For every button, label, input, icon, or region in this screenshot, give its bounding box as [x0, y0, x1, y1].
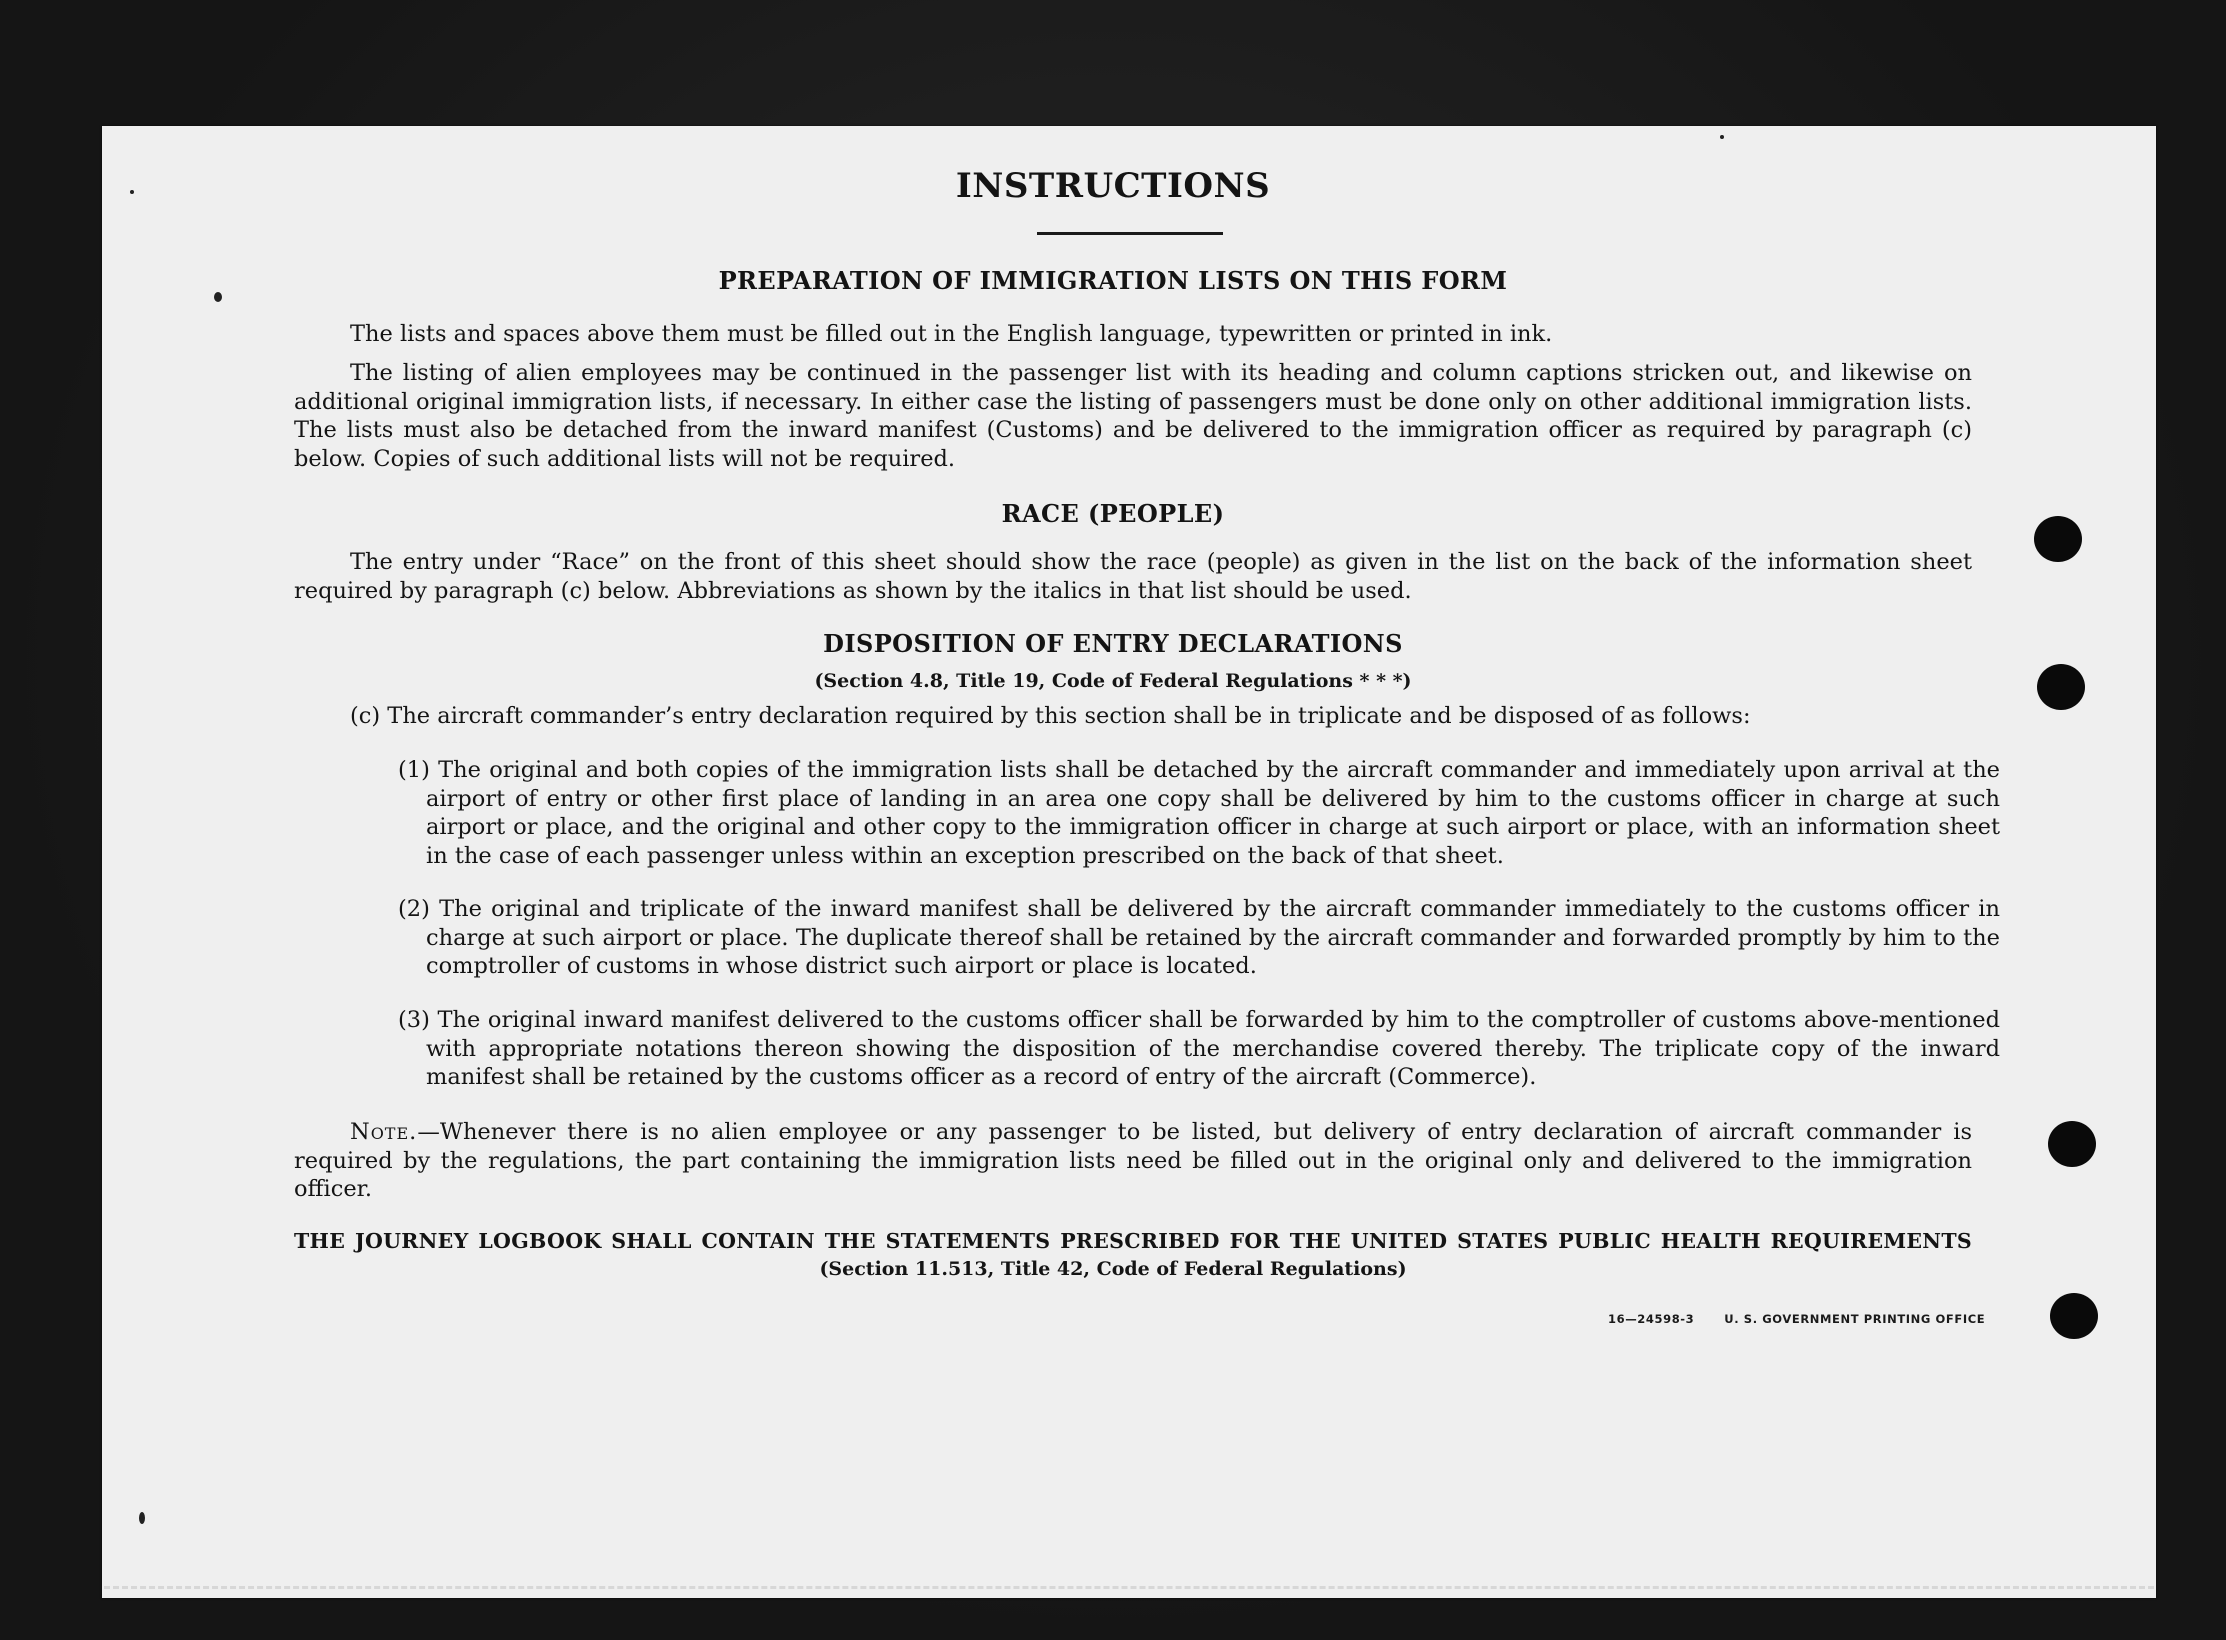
form-number: 16—24598-3 — [1608, 1312, 1695, 1326]
item-text: The original inward manifest delivered to the customs officer shall be forwarded by him to the comptroller of customs above-mentioned with appropriate notations thereon showing the disposition of the merchandise covered thereby. The triplicate copy of the inward manifest shall be retained by the customs officer as a record of entry of the aircraft (Commerce). — [426, 1007, 2001, 1090]
note-text: —Whenever there is no alien employee or any passenger to be listed, but delivery of entry declaration of aircraft commander is required by the regulations, the part containing the immigration lists need be filled out in the original only and delivered to the immigration officer. — [294, 1119, 1972, 1202]
race-heading: RACE (PEOPLE) — [1001, 499, 1225, 528]
item-number: (1) — [398, 757, 430, 783]
preparation-heading: PREPARATION OF IMMIGRATION LISTS ON THIS FORM — [718, 266, 1508, 295]
item-number: (3) — [398, 1007, 430, 1033]
disposition-item-2 — [398, 895, 2000, 981]
scan-speck — [1720, 135, 1724, 139]
disposition-subheading: (Section 4.8, Title 19, Code of Federal Regulations * * *) — [814, 670, 1412, 692]
binder-hole — [2050, 1293, 2098, 1339]
note-label: Note. — [350, 1119, 418, 1145]
preparation-paragraph-2: The listing of alien employees may be continued in the passenger list with its heading and column captions stricken out, and likewise on additional original immigration lists, if necessary. In either case the listing of passengers must be done only on other additional immigration lists. The lists must also be detached from the inward manifest (Customs) and be delivered to the immigration officer as required by paragraph (c) below. Copies of such additional lists will not be required. — [294, 360, 1972, 472]
perforation-line — [104, 1586, 2154, 1589]
disposition-item-1 — [398, 756, 2000, 870]
page-title: INSTRUCTIONS — [955, 166, 1271, 206]
binder-hole — [2048, 1121, 2096, 1167]
disposition-heading: DISPOSITION OF ENTRY DECLARATIONS — [823, 629, 1403, 658]
disposition-intro: (c) The aircraft commander’s entry declaration required by this section shall be in triplicate and be disposed of as follows: — [350, 703, 1751, 729]
printer-name: U. S. GOVERNMENT PRINTING OFFICE — [1724, 1312, 1986, 1326]
note-paragraph — [294, 1118, 1972, 1204]
print-code — [1608, 1312, 2015, 1326]
footer-citation: (Section 11.513, Title 42, Code of Federal Regulations) — [819, 1258, 1407, 1280]
preparation-paragraph-1: The lists and spaces above them must be filled out in the English language, typewritten or printed in ink. — [350, 321, 1553, 347]
scan-speck — [139, 1512, 145, 1524]
item-number: (2) — [398, 896, 430, 922]
footer-requirement: THE JOURNEY LOGBOOK SHALL CONTAIN THE STATEMENTS PRESCRIBED FOR THE UNITED STATES PUBLIC HEALTH REQUIREMENTS — [294, 1229, 1972, 1253]
item-text: The original and both copies of the immigration lists shall be detached by the aircraft commander and immediately upon arrival at the airport of entry or other first place of landing in an area one copy shall be delivered by him to the customs officer in charge at such airport or place, and the original and other copy to the immigration officer in charge at such airport or place, with an information sheet in the case of each passenger unless within an exception prescribed on the back of that sheet. — [426, 757, 2000, 869]
item-text: The original and triplicate of the inward manifest shall be delivered by the aircraft commander immediately to the customs officer in charge at such airport or place. The duplicate thereof shall be retained by the aircraft commander and forwarded promptly by him to the comptroller of customs in whose district such airport or place is located. — [426, 896, 2000, 979]
title-underline — [1037, 232, 1223, 235]
race-paragraph: The entry under “Race” on the front of this sheet should show the race (people) as given in the list on the back of the information sheet required by paragraph (c) below. Abbreviations as shown by the italics in that list should be used. — [294, 549, 1972, 604]
disposition-item-3 — [398, 1006, 2000, 1092]
